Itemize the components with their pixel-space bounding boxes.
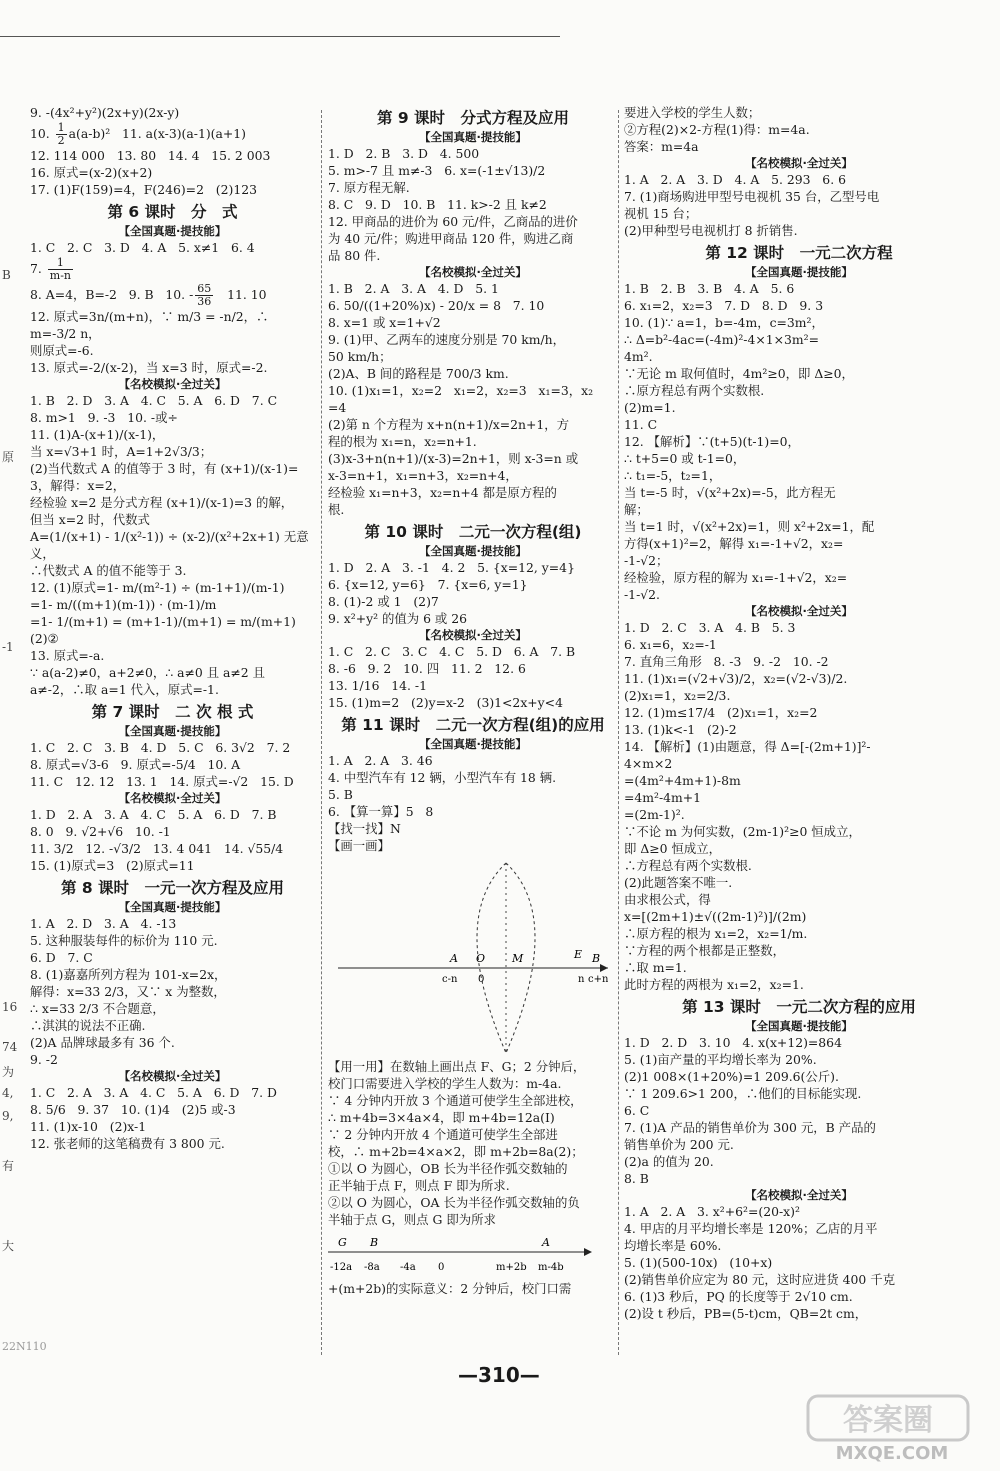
answer-line: 12. (1)m≤17/4 (2)x₁=1，x₂=2 — [624, 705, 818, 720]
answer-line: 9. -2 — [30, 1052, 58, 1067]
answer-line: 1. D 2. B 3. D 4. 500 — [328, 146, 480, 161]
margin-fragment: 9, — [2, 1109, 14, 1123]
answer-line: 1. C 2. A 3. A 4. C 5. A 6. D 7. D — [30, 1085, 277, 1100]
answer-line: (2)A 品牌球最多有 36 个. — [30, 1035, 175, 1050]
fraction — [56, 122, 67, 147]
answer-line: -1-√2. — [624, 587, 660, 602]
answer-line: 4. 中型汽车有 12 辆，小型汽车有 18 辆. — [328, 770, 557, 785]
answer-line: 正半轴于点 F，则点 F 即为所求. — [328, 1178, 510, 1193]
label-O: O — [476, 952, 486, 965]
numerator: 1 — [57, 121, 65, 134]
answer-line: ∴ m+4b=3×4a×4，即 m+4b=12a(I) — [328, 1110, 555, 1125]
answer-line: 程的根为 x₁=n，x₂=n+1. — [328, 434, 477, 449]
answer-line: 8. -6 9. 2 10. 四 11. 2 12. 6 — [328, 661, 526, 676]
answer-line: 1. D 2. D 3. 10 4. x(x+12)=864 — [624, 1035, 842, 1050]
section-label: 【全国真题·提技能】 — [419, 544, 527, 558]
label-G: G — [338, 1236, 347, 1249]
answer-line: 9. (1)甲、乙两车的速度分别是 70 km/h， — [328, 332, 566, 347]
answer-line: ①以 O 为圆心，OB 长为半径作弧交数轴的 — [328, 1161, 568, 1176]
answer-column-3 — [624, 104, 974, 1322]
answer-line: ∴ x=33 2/3 不合题意， — [30, 1001, 165, 1016]
label-A: A — [542, 1236, 550, 1249]
answer-line: ∵不论 m 为何实数，(2m-1)²≥0 恒成立， — [624, 824, 861, 839]
watermark-logo — [804, 1392, 979, 1464]
answer-line: 11. (1)x-10 (2)x-1 — [30, 1119, 147, 1134]
answer-line: 5. 这种服装每件的标价为 110 元. — [30, 933, 218, 948]
answer-line: 15. (1)原式=3 (2)原式=11 — [30, 858, 195, 873]
answer-line: 12. 原式=3n/(m+n)，∵ m/3 = -n/2，∴ m=-3/2 n， — [30, 309, 273, 341]
logo-text: 答案圈 — [843, 1403, 933, 1438]
answer-line: 13. 原式=-a. — [30, 648, 105, 663]
margin-fragment: 16 — [2, 1000, 18, 1014]
column-divider — [618, 110, 619, 1355]
answer-line: 1. B 2. D 3. A 4. C 5. A 6. D 7. C — [30, 393, 278, 408]
answer-line: 经检验，原方程的解为 x₁=-1+√2，x₂= — [624, 570, 848, 585]
answer-line: a≠-2，∴取 a=1 代入，原式=-1. — [30, 682, 219, 697]
answer-line: 1. B 2. A 3. A 4. D 5. 1 — [328, 281, 499, 296]
answer-line: 10. (1)∵ a=1，b=-4m，c=3m²， — [624, 315, 824, 330]
answer-line: 品 80 件. — [328, 248, 381, 263]
answer-line: 1. B 2. B 3. B 4. A 5. 6 — [624, 281, 795, 296]
answer-line: 当 x=√3+1 时，A=1+2√3/3； — [30, 444, 213, 459]
answer-column-1 — [30, 104, 315, 1152]
section-label: 【全国真题·提技能】 — [745, 265, 853, 279]
answer-line: 7. (1)A 产品的销售单价为 300 元，B 产品的 — [624, 1120, 876, 1135]
lesson-heading: 第 11 课时 二元一次方程(组)的应用 — [341, 716, 605, 734]
answer-line: 12. (1)原式=1- m/(m²-1) ÷ (m-1+1)/(m-1) — [30, 580, 285, 595]
answer-line: 5. m>-7 且 m≠-3 6. x=(-1±√13)/2 — [328, 163, 546, 178]
answer-line — [30, 121, 315, 147]
top-rule — [0, 36, 560, 37]
page-number: —310— — [458, 1363, 540, 1387]
answer-line: 13. 1/16 14. -1 — [328, 678, 427, 693]
answer-line: 8. 0 9. √2+√6 10. -1 — [30, 824, 171, 839]
answer-line: 9. x²+y² 的值为 6 或 26 — [328, 611, 468, 626]
answer-line: 当 t=-5 时，√(x²+2x)=-5，此方程无 — [624, 485, 836, 500]
answer-line: 11. 3/2 12. -√3/2 13. 4 041 14. √55/4 — [30, 841, 284, 856]
answer-line: (2)1 008×(1+20%)=1 209.6(公斤). — [624, 1069, 839, 1084]
answer-line: 3，解得：x=2， — [30, 478, 126, 493]
answer-line: 1. D 2. C 3. A 4. B 5. 3 — [624, 620, 796, 635]
answer-line: 解； — [624, 502, 649, 517]
lesson-heading: 第 8 课时 一元一次方程及应用 — [60, 879, 285, 897]
answer-line: ∴淇淇的说法不正确. — [30, 1018, 146, 1033]
answer-line: 6. x₁=6，x₂=-1 — [624, 637, 717, 652]
answer-line: -1-√2； — [624, 553, 669, 568]
answer-line: 半轴于点 G，则点 G 即为所求 — [328, 1212, 496, 1227]
answer-line: ②方程(2)×2-方程(1)得：m=4a. — [624, 122, 810, 137]
answer-line: A=(1/(x+1) - 1/(x²-1)) ÷ (x-2)/(x²+2x+1) 无意 — [30, 529, 309, 544]
answer-line: 8. C 9. D 10. B 11. k>-2 且 k≠2 — [328, 197, 547, 212]
lesson-heading: 第 13 课时 一元二次方程的应用 — [682, 998, 916, 1016]
answer-line: ∵无论 m 取何值时，4m²≥0，即 Δ≥0， — [624, 366, 854, 381]
answer-line: 【画一画】 — [328, 838, 390, 853]
margin-fragment: 原 — [2, 450, 15, 464]
margin-fragment: 为 — [2, 1065, 15, 1079]
section-label: 【全国真题·提技能】 — [118, 224, 227, 238]
answer-line: ∴代数式 A 的值不能等于 3. — [30, 563, 187, 578]
answer-line: 7. 原方程无解. — [328, 180, 410, 195]
number-line-figure — [338, 858, 608, 1058]
section-label: 【名校模拟·全过关】 — [745, 604, 853, 618]
answer-line: 11. C — [624, 417, 658, 432]
answer-line: 8. B — [624, 1171, 649, 1186]
answer-line: 校，∴ m+2b=4×a×2，即 m+2b=8a(2)； — [328, 1144, 584, 1159]
answer-text: 8. A=4，B=-2 9. B 10. - — [30, 287, 194, 302]
number-line-g-f — [328, 1232, 598, 1276]
answer-line: x-3=n+1，x₁=n+3，x₂=n+4， — [328, 468, 518, 483]
answer-line: 视机 15 台； — [624, 206, 698, 221]
lesson-heading: 第 7 课时 二 次 根 式 — [91, 703, 254, 721]
answer-line: 4m². — [624, 349, 653, 364]
answer-line: 1. C 2. C 3. D 4. A 5. x≠1 6. 4 — [30, 240, 255, 255]
answer-line: =1- 1/(m+1) = (m+1-1)/(m+1) = m/(m+1) — [30, 614, 296, 629]
answer-line: (2)m=1. — [624, 400, 676, 415]
answer-line: 8. x=1 或 x=1+√2 — [328, 315, 441, 330]
answer-line: 7. (1)商场购进甲型号电视机 35 台，乙型号电 — [624, 189, 880, 204]
answer-line — [30, 282, 315, 308]
answer-line: 12. 张老师的这笔稿费有 3 800 元. — [30, 1136, 225, 1151]
answer-line: =4m²-4m+1 — [624, 790, 702, 805]
answer-line: 1. C 2. C 3. C 4. C 5. D 6. A 7. B — [328, 644, 576, 659]
answer-line: 9. -(4x²+y²)(2x+y)(2x-y) — [30, 105, 180, 120]
answer-line: 6. x₁=2，x₂=3 7. D 8. D 9. 3 — [624, 298, 824, 313]
answer-line: =(4m²+4m+1)-8m — [624, 773, 741, 788]
section-label: 【名校模拟·全过关】 — [118, 377, 227, 391]
answer-line: 12. 甲商品的进价为 60 元/件，乙商品的进价 — [328, 214, 578, 229]
answer-line: 【找一找】N — [328, 821, 401, 836]
answer-line: 根. — [328, 502, 345, 517]
answer-line: x=[(2m+1)±√((2m-1)²)]/(2m) — [624, 909, 807, 924]
answer-line: 8. 5/6 9. 37 10. (1)4 (2)5 或-3 — [30, 1102, 236, 1117]
answer-line: 11. C 12. 12 13. 1 14. 原式=-√2 15. D — [30, 774, 294, 789]
print-stamp: 22N110 — [2, 1340, 47, 1353]
answer-line: (2)x₁=1，x₂=2/3. — [624, 688, 731, 703]
denominator: 36 — [197, 295, 212, 308]
answer-line: 8. 原式=√3-6 9. 原式=-5/4 10. A — [30, 757, 241, 772]
answer-line: (2)甲种型号电视机打 8 折销售. — [624, 223, 798, 238]
tick-c-n: c-n — [442, 974, 458, 985]
logo-url: MXQE.COM — [835, 1443, 949, 1464]
answer-line: 6. {x=12, y=6} 7. {x=6, y=1} — [328, 577, 528, 592]
tick-0: 0 — [478, 974, 485, 985]
answer-line: (2)第 n 个方程为 x+n(n+1)/x=2n+1，方 — [328, 417, 570, 432]
answer-line: (3)x-3+n(n+1)/(x-3)=2n+1，则 x-3=n 或 — [328, 451, 579, 466]
answer-line: 11. (1)x₁=(√2+√3)/2，x₂=(√2-√3)/2. — [624, 671, 848, 686]
answer-line: ∵ 4 分钟内开放 3 个通道可使学生全部进校， — [328, 1093, 583, 1108]
answer-line: 5. (1)亩产量的平均增长率为 20%. — [624, 1052, 817, 1067]
tick-m4b: m-4b — [538, 1262, 564, 1273]
tick-m2b: m+2b — [496, 1262, 527, 1273]
answer-text: 7. — [30, 261, 46, 276]
answer-line: 经检验 x₁=n+3，x₂=n+4 都是原方程的 — [328, 485, 557, 500]
lesson-heading: 第 6 课时 分 式 — [107, 203, 238, 221]
numerator: 65 — [197, 282, 212, 295]
answer-line — [30, 256, 315, 282]
label-M: M — [512, 952, 524, 965]
answer-line: ∵ a(a-2)≠0，a+2≠0，∴ a≠0 且 a≠2 且 — [30, 665, 266, 680]
tick-12a: -12a — [330, 1262, 353, 1273]
answer-line: 8. m>1 9. -3 10. -或÷ — [30, 410, 178, 425]
fraction — [195, 283, 213, 308]
section-label: 【名校模拟·全过关】 — [745, 156, 853, 170]
answer-line: 50 km/h； — [328, 349, 392, 364]
answer-line: 12. 114 000 13. 80 14. 4 15. 2 003 — [30, 148, 271, 163]
answer-line: 但当 x=2 时，代数式 — [30, 512, 150, 527]
column-divider — [321, 110, 322, 1355]
answer-line: 6. D 7. C — [30, 950, 93, 965]
margin-fragment: 4, — [2, 1086, 14, 1100]
section-label: 【全国真题·提技能】 — [118, 724, 227, 738]
answer-line: 16. 原式=(x-2)(x+2) — [30, 165, 153, 180]
lesson-heading: 第 9 课时 分式方程及应用 — [376, 109, 570, 127]
answer-line: ∴方程总有两个实数根. — [624, 858, 752, 873]
answer-line: 7. 直角三角形 8. -3 9. -2 10. -2 — [624, 654, 829, 669]
answer-line: +(m+2b)的实际意义：2 分钟后，校门口需 — [328, 1281, 572, 1296]
margin-fragment: 大 — [2, 1239, 15, 1253]
lesson-heading: 第 12 课时 一元二次方程 — [705, 244, 893, 262]
fraction — [48, 257, 73, 282]
answer-line: 均增长率是 60%. — [624, 1238, 722, 1253]
answer-line: 12. 【解析】∵(t+5)(t-1)=0， — [624, 434, 800, 449]
answer-line: ②以 O 为圆心，OA 长为半径作弧交数轴的负 — [328, 1195, 580, 1210]
section-label: 【名校模拟·全过关】 — [118, 1069, 227, 1083]
answer-line: 解得：x=33 2/3，又∵ x 为整数， — [30, 984, 226, 999]
answer-line: 1. D 2. A 3. -1 4. 2 5. {x=12, y=4} — [328, 560, 575, 575]
answer-line: (2)② — [30, 631, 59, 646]
denominator: m-n — [49, 269, 71, 282]
tick-8a: -8a — [364, 1262, 380, 1273]
answer-line: ∴ t+5=0 或 t-1=0， — [624, 451, 746, 466]
section-label: 【名校模拟·全过关】 — [118, 791, 227, 805]
answer-line: 为 40 元/件；购进甲商品 120 件，购进乙商 — [328, 231, 574, 246]
tick-4a: -4a — [400, 1262, 416, 1273]
numerator: 1 — [48, 257, 73, 270]
answer-line: 1. D 2. A 3. A 4. C 5. A 6. D 7. B — [30, 807, 277, 822]
answer-column-2 — [328, 104, 618, 1297]
answer-line: (2)A、B 间的路程是 700/3 km. — [328, 366, 509, 381]
margin-fragment: B — [2, 268, 11, 282]
answer-line: 1. A 2. D 3. A 4. -13 — [30, 916, 177, 931]
answer-line: 校门口需要进入学校的学生人数为：m-4a. — [328, 1076, 562, 1091]
answer-line: =(2m-1)². — [624, 807, 685, 822]
answer-line: 6. 50/((1+20%)x) - 20/x = 8 7. 10 — [328, 298, 545, 313]
answer-line: ∵方程的两个根都是正整数， — [624, 943, 786, 958]
answer-line: 1. A 2. A 3. x²+6²=(20-x)² — [624, 1204, 800, 1219]
answer-line: 5. B — [328, 787, 353, 802]
label-B: B — [370, 1236, 379, 1249]
answer-line: 5. (1)(500-10x) (10+x) — [624, 1255, 773, 1270]
answer-line: =4 — [328, 400, 347, 415]
margin-fragment: -1 — [2, 640, 14, 654]
answer-line: ∴ Δ=b²-4ac=(-4m)²-4×1×3m²= — [624, 332, 819, 347]
tick-n: n — [578, 974, 585, 985]
denominator: 2 — [57, 134, 65, 147]
answer-line: 方得(x+1)²=2，解得 x₁=-1+√2，x₂= — [624, 536, 844, 551]
answer-line: (2)a 的值为 20. — [624, 1154, 714, 1169]
section-label: 【名校模拟·全过关】 — [419, 628, 527, 642]
answer-text: 10. — [30, 126, 54, 141]
answer-line: 经检验 x=2 是分式方程 (x+1)/(x-1)=3 的解， — [30, 495, 294, 510]
lesson-heading: 第 10 课时 二元一次方程(组) — [364, 523, 582, 541]
answer-line: 4×m×2 — [624, 756, 673, 771]
label-B: B — [592, 952, 601, 965]
section-label: 【全国真题·提技能】 — [745, 1019, 853, 1033]
answer-line: ∵ 2 分钟内开放 4 个通道可使学生全部进 — [328, 1127, 558, 1142]
answer-line: 即 Δ≥0 恒成立， — [624, 841, 722, 856]
answer-line: 6. C — [624, 1103, 650, 1118]
answer-line: (2)设 t 秒后，PB=(5-t)cm，QB=2t cm， — [624, 1306, 868, 1321]
answer-line: 要进入学校的学生人数； — [624, 105, 761, 120]
answer-text: a(a-b)² 11. a(x-3)(a-1)(a+1) — [68, 126, 246, 141]
answer-line: 4. 甲店的月平均增长率是 120%；乙店的月平 — [624, 1221, 878, 1236]
answer-line: 17. (1)F(159)=4，F(246)=2 (2)123 — [30, 182, 257, 197]
answer-line: 13. 原式=-2/(x-2)，当 x=3 时，原式=-2. — [30, 360, 268, 375]
answer-line: 答案：m=4a — [624, 139, 699, 154]
answer-line: ∴原方程的根为 x₁=2，x₂=1/m. — [624, 926, 808, 941]
section-label: 【名校模拟·全过关】 — [419, 265, 527, 279]
section-label: 【全国真题·提技能】 — [419, 737, 527, 751]
margin-fragment: 有 — [2, 1159, 15, 1173]
answer-line: 【用一用】在数轴上画出点 F、G；2 分钟后， — [328, 1059, 586, 1074]
answer-line: ∴ t₁=-5，t₂=1， — [624, 468, 722, 483]
answer-line: 8. (1)嘉嘉所列方程为 101-x=2x， — [30, 967, 227, 982]
section-label: 【全国真题·提技能】 — [419, 130, 527, 144]
answer-line: 14. 【解析】(1)由题意，得 Δ=[-(2m+1)]²- — [624, 739, 871, 754]
label-A: A — [450, 952, 458, 965]
tick-c-plus-n: c+n — [588, 974, 608, 985]
answer-line: 当 t=1 时，√(x²+2x)=1，则 x²+2x=1，配 — [624, 519, 875, 534]
answer-line: 6. 【算一算】5 8 — [328, 804, 434, 819]
answer-line: 8. (1)-2 或 1 (2)7 — [328, 594, 439, 609]
answer-line: 1. A 2. A 3. D 4. A 5. 293 6. 6 — [624, 172, 846, 187]
answer-line: 15. (1)m=2 (2)y=x-2 (3)1<2x+y<4 — [328, 695, 563, 710]
section-label: 【名校模拟·全过关】 — [745, 1188, 853, 1202]
answer-line: =1- m/((m+1)(m-1)) · (m-1)/m — [30, 597, 217, 612]
answer-line: 1. C 2. C 3. B 4. D 5. C 6. 3√2 7. 2 — [30, 740, 291, 755]
answer-line: 1. A 2. A 3. 46 — [328, 753, 433, 768]
answer-line: 10. (1)x₁=1，x₂=2 x₁=2，x₂=3 x₁=3，x₂ — [328, 383, 594, 398]
label-E: E — [574, 948, 583, 961]
answer-line: 销售单价为 200 元. — [624, 1137, 734, 1152]
answer-line: ∴取 m=1. — [624, 960, 687, 975]
answer-line: 13. (1)k<-1 (2)-2 — [624, 722, 737, 737]
answer-text: 11. 10 — [215, 287, 267, 302]
answer-line: 6. (1)3 秒后，PQ 的长度等于 2√10 cm. — [624, 1289, 853, 1304]
answer-line: 则原式=-6. — [30, 343, 94, 358]
section-label: 【全国真题·提技能】 — [118, 900, 227, 914]
answer-line: (2)此题答案不唯一. — [624, 875, 733, 890]
answer-line: ∵ 1 209.6>1 200，∴他们的目标能实现. — [624, 1086, 862, 1101]
answer-line: (2)当代数式 A 的值等于 3 时，有 (x+1)/(x-1)= — [30, 461, 299, 476]
answer-line: 义， — [30, 546, 55, 561]
answer-line: (2)销售单价应定为 80 元，这时应进货 400 千克 — [624, 1272, 895, 1287]
margin-fragment: 74 — [2, 1040, 18, 1054]
answer-line: 11. (1)A-(x+1)/(x-1)， — [30, 427, 165, 442]
tick-0: 0 — [438, 1262, 445, 1273]
answer-line: 由求根公式，得 — [624, 892, 711, 907]
answer-line: ∴原方程总有两个实数根. — [624, 383, 765, 398]
answer-line: 此时方程的两根为 x₁=2，x₂=1. — [624, 977, 804, 992]
